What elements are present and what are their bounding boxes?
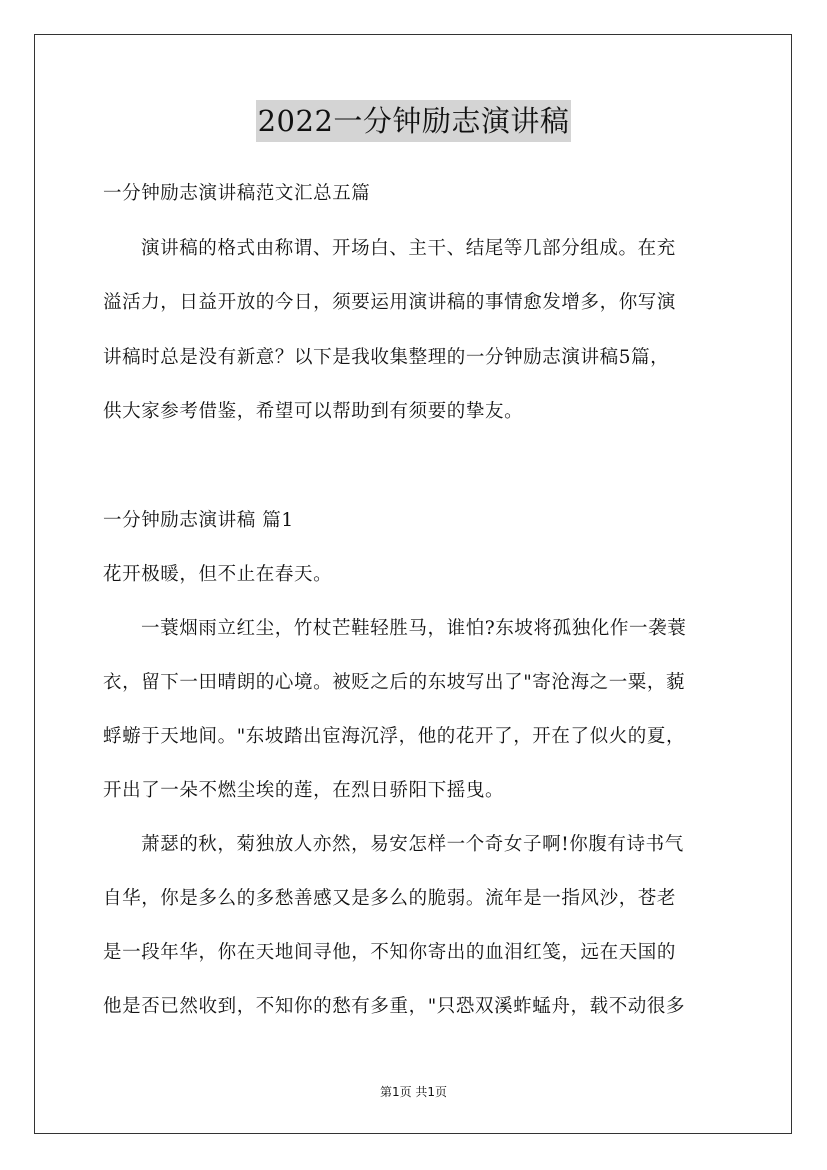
section-heading: 一分钟励志演讲稿 篇1 <box>103 510 294 531</box>
paragraph-line: 衣，留下一田晴朗的心境。被贬之后的东坡写出了"寄沧海之一粟，藐 <box>103 672 686 693</box>
paragraph-line: 供大家参考借鉴，希望可以帮助到有须要的挚友。 <box>103 401 524 422</box>
document-title: 2022一分钟励志演讲稿 <box>256 100 572 142</box>
paragraph-line: 演讲稿的格式由称谓、开场白、主干、结尾等几部分组成。在充 <box>141 238 676 259</box>
paragraph-line: 萧瑟的秋，菊独放人亦然，易安怎样一个奇女子啊!你腹有诗书气 <box>141 834 684 855</box>
paragraph-line: 蜉蝣于天地间。"东坡踏出宦海沉浮，他的花开了，开在了似火的夏， <box>103 726 686 747</box>
paragraph-line: 他是否已然收到，不知你的愁有多重，"只恐双溪蚱蜢舟，载不动很多 <box>103 996 686 1017</box>
document-subtitle: 一分钟励志演讲稿范文汇总五篇 <box>103 183 371 204</box>
paragraph-line: 溢活力，日益开放的今日，须要运用演讲稿的事情愈发增多，你写演 <box>103 292 677 313</box>
paragraph-line: 是一段年华，你在天地间寻他，不知你寄出的血泪红笺，远在天国的 <box>103 942 677 963</box>
title-container <box>0 100 827 142</box>
paragraph-line: 花开极暖，但不止在春天。 <box>103 564 333 585</box>
page-footer: 第1页 共1页 <box>379 1085 448 1099</box>
paragraph-line: 讲稿时总是没有新意？以下是我收集整理的一分钟励志演讲稿5篇， <box>103 347 670 368</box>
paragraph-line: 开出了一朵不燃尘埃的莲，在烈日骄阳下摇曳。 <box>103 780 505 801</box>
paragraph-line: 自华，你是多么的多愁善感又是多么的脆弱。流年是一指风沙，苍老 <box>103 888 677 909</box>
paragraph-line: 一蓑烟雨立红尘，竹杖芒鞋轻胜马，谁怕?东坡将孤独化作一袭蓑 <box>141 618 687 639</box>
